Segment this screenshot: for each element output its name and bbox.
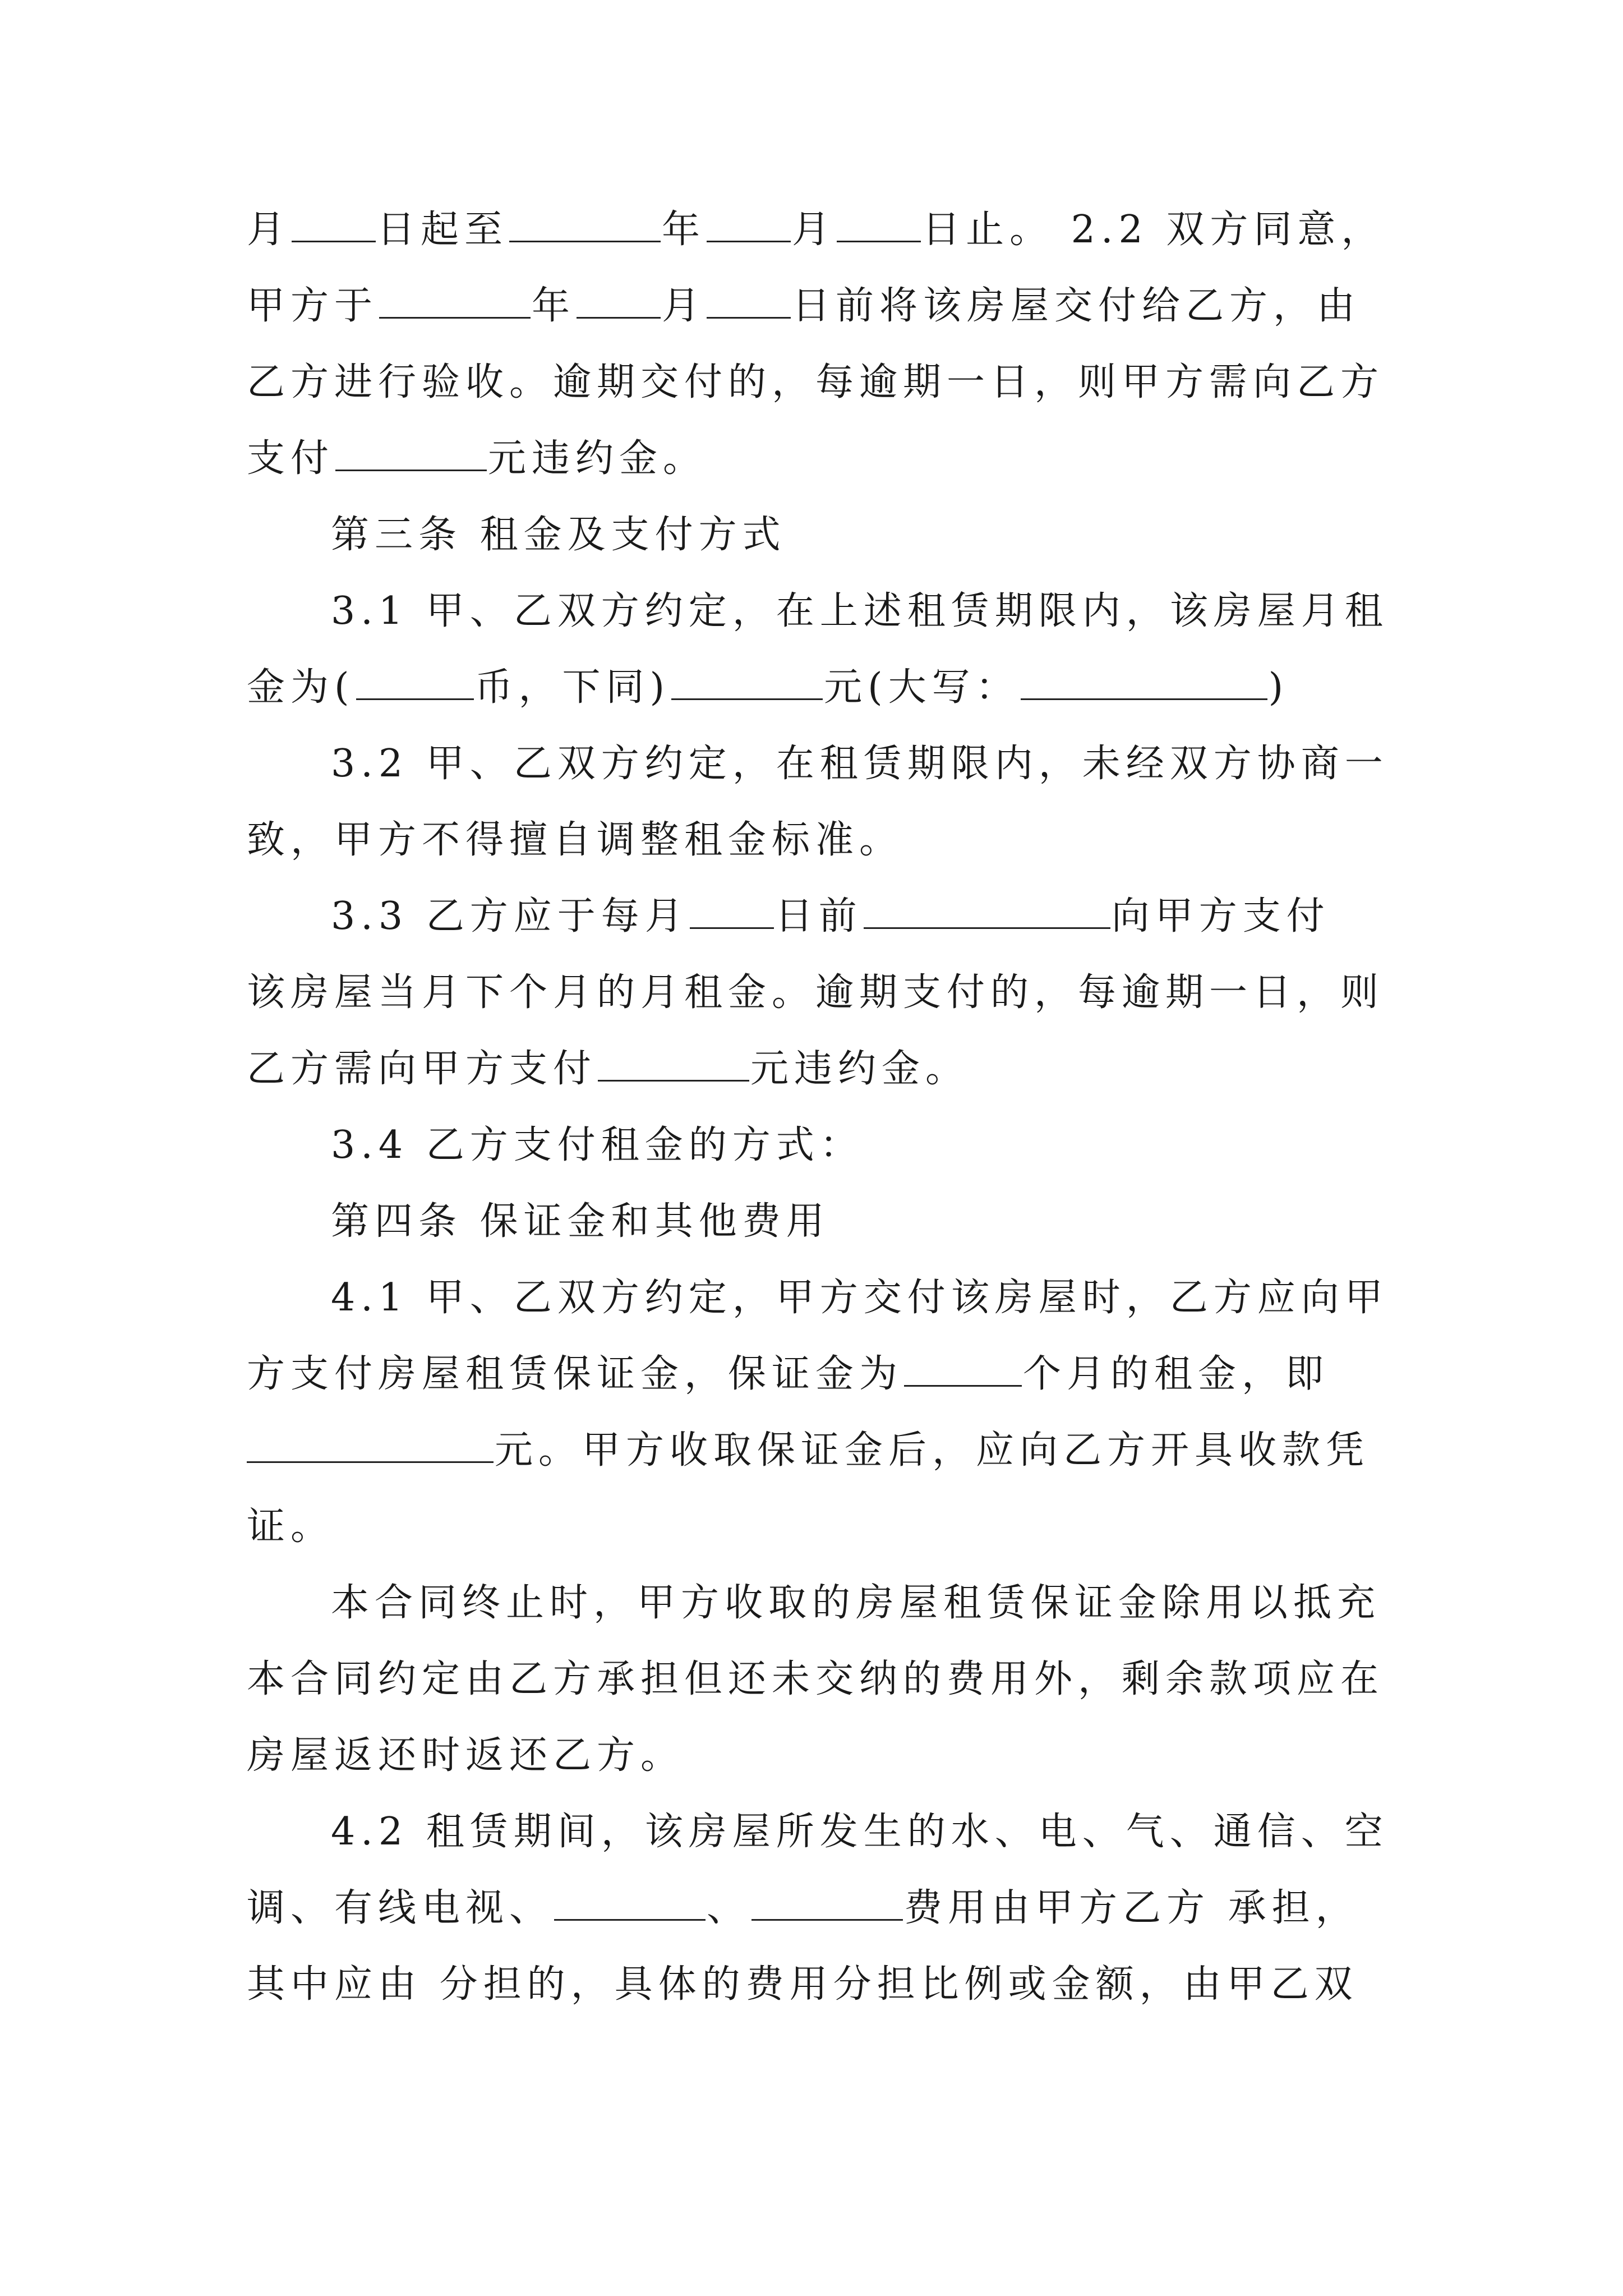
text-line [247,278,1361,334]
text-segment: 3.2 甲、乙双方约定，在租赁期限内，未经双方协商一 [331,742,1389,786]
text-segment: 日前 [774,894,863,938]
text-segment: 其中应由 分担的，具体的费用分担比例或金额，由甲乙双 [247,1962,1358,2007]
text-segment: 本合同终止时，甲方收取的房屋租赁保证金除用以抵充 [331,1581,1381,1625]
text-segment: 月 [792,208,836,252]
text-segment: 4.2 租赁期间，该房屋所发生的水、电、气、通信、空 [331,1810,1389,1854]
text-line [331,1804,1389,1860]
text-segment: 日起至 [377,208,509,252]
text-line [247,202,1385,258]
text-line [247,431,707,487]
text-segment: 乙方进行验收。逾期交付的，每逾期一日，则甲方需向乙方 [247,360,1385,404]
text-line [331,1270,1389,1326]
text-segment: 致，甲方不得擅自调整租金标准。 [247,818,903,862]
fill-blank[interactable] [379,280,531,319]
text-line [331,1117,864,1174]
fill-blank[interactable] [247,1424,494,1463]
text-segment: 乙方需向甲方支付 [247,1047,597,1091]
text-segment: 4.1 甲、乙双方约定，甲方交付该房屋时，乙方应向甲 [331,1276,1389,1320]
text-segment: 本合同约定由乙方承担但还未交纳的费用外，剩余款项应在 [247,1657,1385,1701]
text-segment: 3.3 乙方应于每月 [331,894,689,938]
text-segment: 元(大写： [824,665,1020,710]
fill-blank[interactable] [598,1043,749,1082]
text-segment: 甲方于 [247,284,379,328]
text-line [247,1957,1358,2013]
text-segment: 元。甲方收取保证金后，应向乙方开具收款凭 [495,1428,1370,1473]
text-line [247,660,1289,716]
fill-blank[interactable] [509,204,661,242]
fill-blank[interactable] [356,661,474,700]
section-heading [331,507,786,563]
fill-blank[interactable] [707,280,791,319]
text-segment: 该房屋当月下个月的月租金。逾期支付的，每逾期一日，则 [247,970,1385,1015]
text-segment: 、 [707,1886,751,1930]
text-segment: 元违约金。 [488,436,707,481]
text-segment: 方支付房屋租赁保证金，保证金为 [247,1352,903,1396]
text-segment: 金为( [247,665,355,710]
text-segment: 证。 [247,1504,335,1549]
text-segment: 币，下同) [474,665,671,710]
text-segment: 个月的租金，即 [1023,1352,1330,1396]
text-line [247,1880,1359,1936]
text-line [331,736,1389,792]
text-line [247,812,903,868]
text-segment: 年 [662,208,706,252]
text-line [247,1651,1384,1708]
fill-blank[interactable] [707,204,791,242]
text-line [247,1499,334,1555]
text-line [331,1575,1381,1631]
text-segment: 支付 [247,436,335,481]
text-line [331,583,1389,639]
heading-text: 第三条 租金及支付方式 [331,513,786,557]
fill-blank[interactable] [577,280,661,319]
text-segment: 日止。 2.2 双方同意， [922,208,1385,252]
text-segment: 调、有线电视、 [247,1886,554,1930]
text-line [247,1728,684,1784]
fill-blank[interactable] [690,890,774,929]
text-segment: 日前将该房屋交付给乙方，由 [792,284,1361,328]
fill-blank[interactable] [904,1348,1022,1387]
text-segment: 费用由甲方乙方 承担， [904,1886,1359,1930]
text-segment: 年 [532,284,576,328]
text-segment: 月 [247,208,291,252]
text-line [247,965,1384,1021]
text-segment: 向甲方支付 [1111,894,1330,938]
text-line [247,1041,969,1097]
text-segment: 元违约金。 [750,1047,970,1091]
text-segment: 房屋返还时返还乙方。 [247,1733,685,1778]
heading-text: 第四条 保证金和其他费用 [331,1199,830,1244]
text-segment: ) [1268,665,1289,710]
text-line [247,1346,1329,1402]
fill-blank[interactable] [837,204,921,242]
fill-blank[interactable] [671,661,823,700]
fill-blank[interactable] [554,1882,706,1921]
text-segment: 3.1 甲、乙双方约定，在上述租赁期限内，该房屋月租 [331,589,1389,633]
text-line [331,889,1330,945]
fill-blank[interactable] [864,890,1110,929]
text-segment: 3.4 乙方支付租金的方式： [331,1123,864,1167]
fill-blank[interactable] [335,432,487,471]
fill-blank[interactable] [1021,661,1267,700]
fill-blank[interactable] [292,204,376,242]
fill-blank[interactable] [751,1882,903,1921]
text-segment: 月 [662,284,706,328]
section-heading [331,1194,830,1250]
text-line [247,1423,1370,1479]
text-line [247,355,1384,411]
